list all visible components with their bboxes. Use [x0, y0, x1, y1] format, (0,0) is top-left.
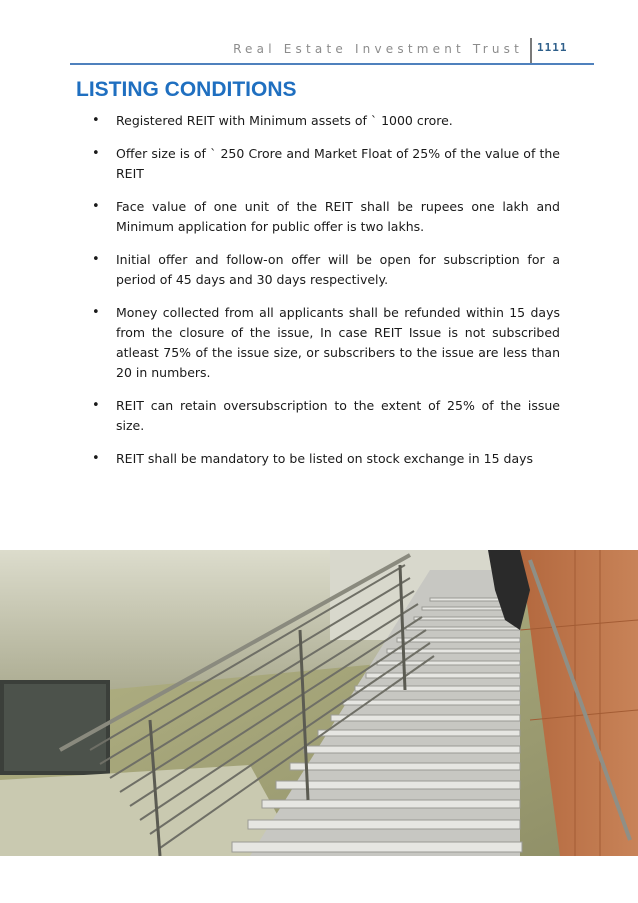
list-item-text: Registered REIT with Minimum assets of ` 1000 crore.: [116, 113, 453, 128]
section-heading: LISTING CONDITIONS: [76, 78, 297, 101]
staircase-photo: [0, 550, 638, 856]
list-item-text: Offer size is of ` 250 Crore and Market Float of 25% of the value of the REIT: [116, 146, 560, 181]
list-item: [88, 449, 560, 469]
list-item-text: REIT can retain oversubscription to the extent of 25% of the issue size.: [116, 398, 560, 433]
bullet-icon: •: [92, 146, 100, 161]
listing-conditions-list: [88, 111, 560, 482]
bullet-icon: •: [92, 252, 100, 267]
header-title: Real Estate Investment Trust: [233, 42, 523, 56]
header-rule: [70, 63, 594, 65]
list-item: [88, 396, 560, 436]
list-item-text: Initial offer and follow-on offer will be open for subscription for a period of 45 days and 30 days respectively.: [116, 252, 560, 287]
bullet-icon: •: [92, 305, 100, 320]
list-item-text: Money collected from all applicants shall be refunded within 15 days from the closure of the issue, In case REIT Issue is not subscribed atleast 75% of the issue size, or subscribers to the issue are less than 20 in numbers.: [116, 305, 560, 380]
bullet-icon: •: [92, 199, 100, 214]
bullet-icon: •: [92, 398, 100, 413]
bullet-icon: •: [92, 451, 100, 466]
list-item: [88, 250, 560, 290]
bullet-icon: •: [92, 113, 100, 128]
list-item: [88, 197, 560, 237]
list-item: [88, 303, 560, 383]
header-divider: [530, 38, 532, 64]
list-item: [88, 111, 560, 131]
list-item-text: REIT shall be mandatory to be listed on stock exchange in 15 days: [116, 451, 534, 466]
list-item: [88, 144, 560, 184]
list-item-text: Face value of one unit of the REIT shall be rupees one lakh and Minimum application for public offer is two lakhs.: [116, 199, 560, 234]
page-number: 1111: [537, 41, 568, 54]
page-header: [0, 0, 638, 70]
